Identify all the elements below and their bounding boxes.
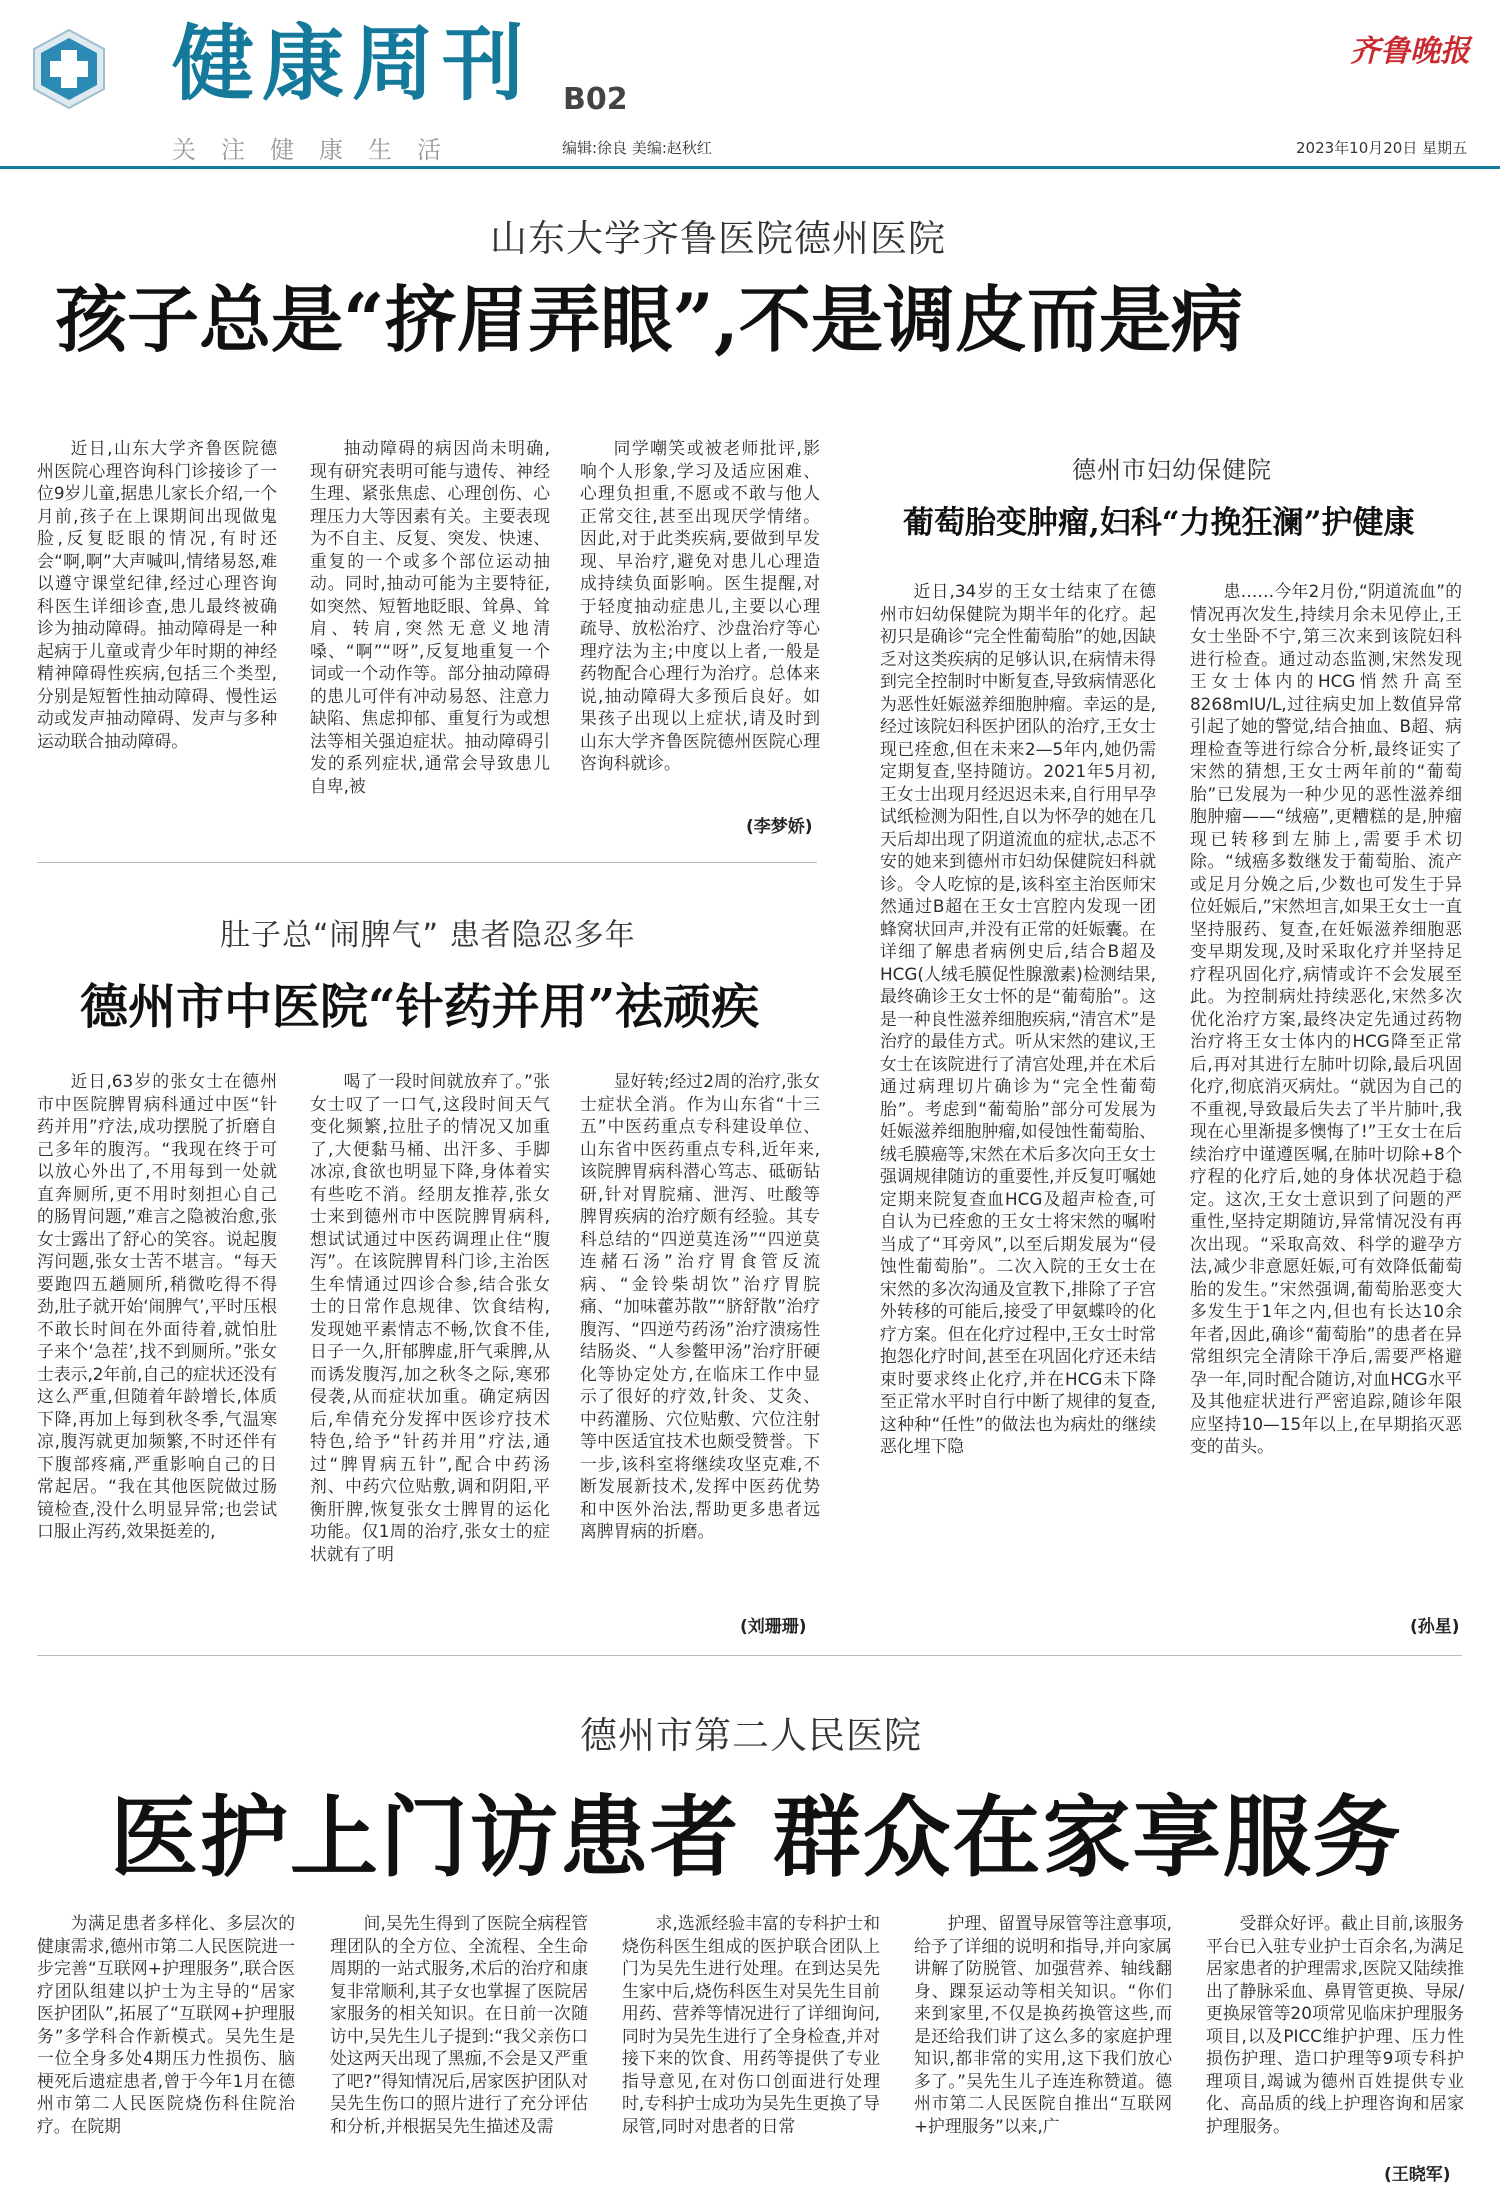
article1-kicker: 山东大学齐鲁医院德州医院 (490, 217, 946, 260)
article3-byline: (刘珊珊) (740, 1617, 807, 1637)
article3-column-1: 近日,63岁的张女士在德州市中医院脾胃病科通过中医“针药并用”疗法,成功摆脱了折磨自己多年的腹泻。“我现在终于可以放心外出了,不用每到一处就直奔厕所,更不用时刻担心自己的肠胃问题,”难言之隐被治愈,张女士露出了舒心的笑容。说起腹泻问题,张女士苦不堪言。“每天要跑四五趟厕所,稍微吃得不得劲,肚子就开始‘闹脾气’,平时压根不敢长时间在外面待着,就怕肚子来个‘急茬’,找不到厕所。”张女士表示,2年前,自己的症状还没有这么严重,但随着年龄增长,体质下降,再加上每到秋冬季,气温寒凉,腹泻就更加频繁,不时还伴有下腹部疼痛,严重影响自己的日常起居。“我在其他医院做过肠镜检查,没什么明显异常;也尝试口服止泻药,效果挺差的, (37, 1071, 277, 1541)
slogan: 关注健康生活 (172, 136, 466, 164)
article4-column-1: 为满足患者多样化、多层次的健康需求,德州市第二人民医院进一步完善“互联网+护理服务”,联合医疗团队组建以护士为主导的“居家医护团队”,拓展了“互联网+护理服务”多学科合作新模式。吴先生是一位全身多处4期压力性损伤、脑梗死后遗症患者,曾于今年1月在德州市第二人民医院烧伤科住院治疗。在院期 (37, 1913, 295, 2136)
medical-cross-icon (28, 28, 110, 110)
masthead (0, 0, 1500, 170)
article1-headline: 孩子总是“挤眉弄眼”,不是调皮而是病 (55, 277, 1243, 362)
supplement-title: 健康周刊 (172, 16, 533, 112)
article1-byline: (李梦娇) (746, 817, 813, 837)
editor-credits: 编辑:徐良 美编:赵秋红 (562, 139, 712, 157)
article3-headline: 德州市中医院“针药并用”祛顽疾 (80, 979, 760, 1035)
article2-column-2: 患……今年2月份,“阴道流血”的情况再次发生,持续月余未见停止,王女士坐卧不宁,第三次来到该院妇科进行检查。通过动态监测,宋然发现王女士体内的HCG悄然升高至8268mIU/L,过往病史加上数值异常引起了她的警觉,结合抽血、B超、病理检查等进行综合分析,最终证实了宋然的猜想,王女士两年前的“葡萄胎”已发展为一种少见的恶性滋养细胞肿瘤——“绒癌”,更糟糕的是,肿瘤现已转移到左肺上,需要手术切除。“绒癌多数继发于葡萄胎、流产或足月分娩之后,少数也可发生于异位妊娠后,”宋然坦言,如果王女士一直坚持服药、复查,在妊娠滋养细胞恶变早期发现,及时采取化疗并坚持足疗程巩固化疗,病情或许不会发展至此。为控制病灶持续恶化,宋然多次优化治疗方案,最终决定先通过药物治疗将王女士体内的HCG降至正常后,再对其进行左肺叶切除,最后巩固化疗,彻底消灭病灶。“就因为自己的不重视,导致最后失去了半片肺叶,我现在心里渐提多懊悔了!”王女士在后续治疗中谨遵医嘱,在肺叶切除+8个疗程的化疗后,她的身体状况趋于稳定。这次,王女士意识到了问题的严重性,坚持定期随访,异常情况没有再次出现。“采取高效、科学的避孕方法,减少非意愿妊娠,可有效降低葡萄胎的发生。”宋然强调,葡萄胎恶变大多发生于1年之内,但也有长达10余年者,因此,确诊“葡萄胎”的患者在异常组织完全清除干净后,需要严格避孕一年,同时配合随访,对血HCG水平及其他症状进行严密追踪,随诊年限应坚持10—15年以上,在早期掐灭恶变的苗头。 (1190, 581, 1462, 1456)
article4-column-5: 受群众好评。截止目前,该服务平台已入驻专业护士百余名,为满足居家患者的护理需求,医院又陆续推出了静脉采血、鼻胃管更换、导尿/更换尿管等20项常见临床护理服务项目,以及PICC维护护理、压力性损伤护理、造口护理等9项专科护理项目,竭诚为德州百姓提供专业化、高品质的线上护理咨询和居家护理服务。 (1206, 1913, 1464, 2136)
article3-column-3: 显好转;经过2周的治疗,张女士症状全消。作为山东省“十三五”中医药重点专科建设单位、山东省中医药重点专科,近年来,该院脾胃病科潜心笃志、砥砺钻研,针对胃脘痛、泄泻、吐酸等脾胃疾病的治疗颇有经验。其专科总结的“四逆莫连汤”“四逆莫连赭石汤”治疗胃食管反流病、“金铃柴胡饮”治疗胃脘痛、“加味藿苏散”“脐舒散”治疗腹泻、“四逆芍药汤”治疗溃疡性结肠炎、“人参鳖甲汤”治疗肝硬化等协定处方,在临床工作中显示了很好的疗效,针灸、艾灸、中药灌肠、穴位贴敷、穴位注射等中医适宜技术也颇受赞誉。下一步,该科室将继续攻坚克难,不断发展新技术,发挥中医药优势和中医外治法,帮助更多患者远离脾胃病的折磨。 (580, 1071, 820, 1541)
article2-headline: 葡萄胎变肿瘤,妇科“力挽狂澜”护健康 (903, 505, 1415, 541)
article4-byline: (王晓军) (1384, 2165, 1451, 2185)
issue-date: 2023年10月20日 星期五 (1296, 139, 1468, 157)
article1-column-1: 近日,山东大学齐鲁医院德州医院心理咨询科门诊接诊了一位9岁儿童,据患儿家长介绍,一个月前,孩子在上课期间出现做鬼脸,反复眨眼的情况,有时还会“啊,啊”大声喊叫,情绪易怒,难以遵守课堂纪律,经过心理咨询科医生详细诊查,患儿最终被确诊为抽动障碍。抽动障碍是一种起病于儿童或青少年时期的神经精神障碍性疾病,包括三个类型,分别是短暂性抽动障碍、慢性运动或发声抽动障碍、发声与多种运动联合抽动障碍。 (37, 438, 277, 751)
article3-kicker: 肚子总“闹脾气” 患者隐忍多年 (220, 918, 636, 953)
article4-column-4: 护理、留置导尿管等注意事项,给予了详细的说明和指导,并向家属讲解了防脱管、加强营养、轴线翻身、踝泵运动等相关知识。“你们来到家里,不仅是换药换管这些,而是还给我们讲了这么多的家庭护理知识,都非常的实用,这下我们放心多了。”吴先生儿子连连称赞道。德州市第二人民医院自推出“互联网+护理服务”以来,广 (914, 1913, 1172, 2136)
newspaper-logo: 齐鲁晚报 (1350, 34, 1470, 69)
article4-kicker: 德州市第二人民医院 (580, 1714, 922, 1757)
article1-column-3: 同学嘲笑或被老师批评,影响个人形象,学习及适应困难、心理负担重,不愿或不敢与他人正常交往,甚至出现厌学情绪。因此,对于此类疾病,要做到早发现、早治疗,避免对患儿心理造成持续负面影响。医生提醒,对于轻度抽动症患儿,主要以心理疏导、放松治疗、沙盘治疗等心理疗法为主;中度以上者,一般是药物配合心理行为治疗。总体来说,抽动障碍大多预后良好。如果孩子出现以上症状,请及时到山东大学齐鲁医院德州医院心理咨询科就诊。 (580, 438, 820, 773)
divider (37, 1655, 1462, 1656)
article2-column-1: 近日,34岁的王女士结束了在德州市妇幼保健院为期半年的化疗。起初只是确诊“完全性葡萄胎”的她,因缺乏对这类疾病的足够认识,在病情未得到完全控制时中断复查,导致病情恶化为恶性妊娠滋养细胞肿瘤。幸运的是,经过该院妇科医护团队的治疗,王女士现已痊愈,但在未来2—5年内,她仍需定期复查,坚持随访。2021年5月初,王女士出现月经迟迟未来,自行用早孕试纸检测为阳性,自以为怀孕的她在几天后却出现了阴道流血的症状,忐忑不安的她来到德州市妇幼保健院妇科就诊。令人吃惊的是,该科室主治医师宋然通过B超在王女士宫腔内发现一团蜂窝状回声,并没有正常的妊娠囊。在详细了解患者病例史后,结合B超及HCG(人绒毛膜促性腺激素)检测结果,最终确诊王女士怀的是“葡萄胎”。这是一种良性滋养细胞疾病,“清宫术”是治疗的最佳方式。听从宋然的建议,王女士在该院进行了清宫处理,并在术后通过病理切片确诊为“完全性葡萄胎”。考虑到“葡萄胎”部分可发展为妊娠滋养细胞肿瘤,如侵蚀性葡萄胎、绒毛膜癌等,宋然在术后多次向王女士强调规律随访的重要性,并反复叮嘱她定期来院复查血HCG及超声检查,可自认为已痊愈的王女士将宋然的嘱咐当成了“耳旁风”,以至后期发展为“侵蚀性葡萄胎”。二次入院的王女士在宋然的多次沟通及宣教下,排除了子宫外转移的可能后,接受了甲氨蝶呤的化疗方案。但在化疗过程中,王女士时常抱怨化疗时间,甚至在巩固化疗还未结束时要求终止化疗,并在HCG未下降至正常水平时自行中断了规律的复查,这种种“任性”的做法也为病灶的继续恶化埋下隐 (880, 581, 1156, 1456)
article4-column-2: 间,吴先生得到了医院全病程管理团队的全方位、全流程、全生命周期的一站式服务,术后的治疗和康复非常顺利,其子女也掌握了医院居家服务的相关知识。在日前一次随访中,吴先生儿子提到:“我父亲伤口处这两天出现了黑痂,不会是又严重了吧?”得知情况后,居家医护团队对吴先生伤口的照片进行了充分评估和分析,并根据吴先生描述及需 (330, 1913, 588, 2136)
article2-kicker: 德州市妇幼保健院 (1072, 456, 1272, 484)
page-number: B02 (563, 82, 628, 117)
article3-column-2: 喝了一段时间就放弃了。”张女士叹了一口气,这段时间天气变化频繁,拉肚子的情况又加重了,大便黏马桶、出汗多、手脚冰凉,食欲也明显下降,身体着实有些吃不消。经朋友推荐,张女士来到德州市中医院脾胃病科,想试试通过中医药调理止住“腹泻”。在该院脾胃科门诊,主治医生牟情通过四诊合参,结合张女士的日常作息规律、饮食结构,发现她平素情志不畅,饮食不佳,日子一久,肝郁脾虚,肝气乘脾,从而诱发腹泻,加之秋冬之际,寒邪侵袭,从而症状加重。确定病因后,牟倩充分发挥中医诊疗技术特色,给予“针药并用”疗法,通过“脾胃病五针”,配合中药汤剂、中药穴位贴敷,调和阴阳,平衡肝脾,恢复张女士脾胃的运化功能。仅1周的治疗,张女士的症状就有了明 (310, 1071, 550, 1564)
article4-headline: 医护上门访患者 群众在家享服务 (110, 1785, 1403, 1889)
masthead-rule (0, 166, 1500, 169)
article1-column-2: 抽动障碍的病因尚未明确,现有研究表明可能与遗传、神经生理、紧张焦虑、心理创伤、心理压力大等因素有关。主要表现为不自主、反复、突发、快速、重复的一个或多个部位运动抽动。同时,抽动可能为主要特征,如突然、短暂地眨眼、耸鼻、耸肩、转肩,突然无意义地清嗓、“啊”“呀”,反复地重复一个词或一个动作等。部分抽动障碍的患儿可伴有冲动易怒、注意力缺陷、焦虑抑郁、重复行为或想法等相关强迫症状。抽动障碍引发的系列症状,通常会导致患儿自卑,被 (310, 438, 550, 796)
divider (37, 862, 817, 863)
article4-column-3: 求,选派经验丰富的专科护士和烧伤科医生组成的医护联合团队上门为吴先生进行处理。在到达吴先生家中后,烧伤科医生对吴先生目前用药、营养等情况进行了详细询问,同时为吴先生进行了全身检查,并对接下来的饮食、用药等提供了专业指导意见,在对伤口创面进行处理时,专科护士成功为吴先生更换了导尿管,同时对患者的日常 (622, 1913, 880, 2136)
article2-byline: (孙星) (1410, 1617, 1460, 1637)
